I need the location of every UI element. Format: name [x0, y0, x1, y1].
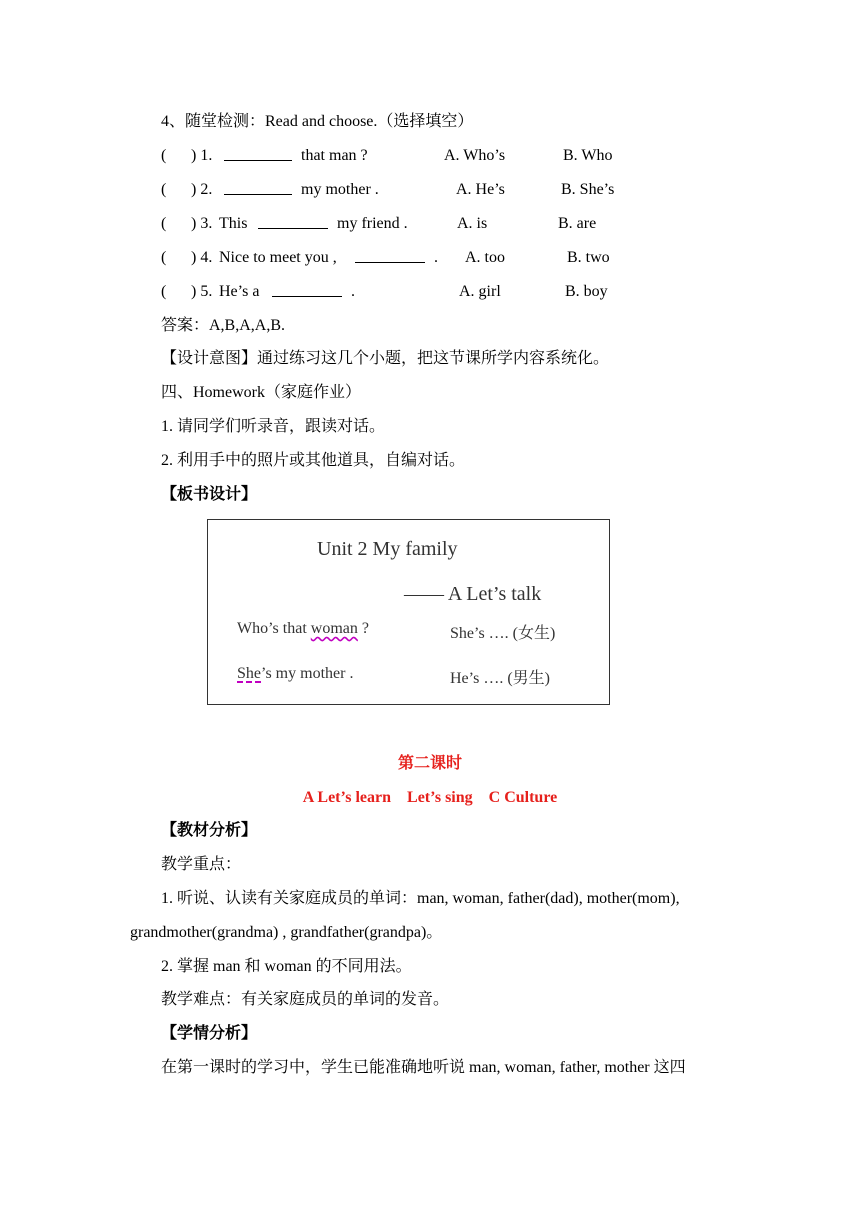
question-number: ) 1.	[191, 147, 213, 164]
option-b: B. boy	[565, 283, 608, 300]
board-subtitle: —— A Let’s talk	[404, 583, 542, 605]
option-a: A. He’s	[456, 181, 505, 198]
question-text-before: This	[219, 215, 248, 232]
board-question-prefix: Who’s that	[237, 620, 311, 637]
blackboard-design-box	[207, 519, 610, 705]
board-question-word: woman	[310, 620, 358, 637]
option-b: B. two	[567, 249, 610, 266]
question-text-after: my mother .	[301, 181, 379, 198]
section4-title: 4、随堂检测：Read and choose.（选择填空）	[161, 113, 474, 130]
question-number: ) 4.	[191, 249, 213, 266]
homework-item: 2. 利用手中的照片或其他道具，自编对话。	[161, 452, 466, 469]
question-text-before: He’s a	[219, 283, 260, 300]
answer-blank[interactable]	[224, 180, 292, 201]
answer-blank[interactable]	[224, 146, 292, 167]
question-text-after: my friend .	[337, 215, 408, 232]
learner-analysis-text: 在第一课时的学习中，学生已能准确地听说 man, woman, father, mother 这四	[161, 1059, 686, 1076]
question-number: ) 2.	[191, 181, 213, 198]
question-text-before: Nice to meet you ,	[219, 249, 337, 266]
option-b: B. She’s	[561, 181, 615, 198]
question-text-after: .	[351, 283, 355, 300]
question-number: ) 3.	[191, 215, 213, 232]
question-paren: (	[161, 215, 167, 232]
teaching-focus-item-1-cont: grandmother(grandma) , grandfather(grandpa)。	[130, 924, 443, 941]
homework-title: 四、Homework（家庭作业）	[161, 384, 361, 401]
option-a: A. too	[465, 249, 505, 266]
option-b: B. Who	[563, 147, 613, 164]
teaching-focus-item-1: 1. 听说、认读有关家庭成员的单词：man, woman, father(dad), mother(mom),	[161, 890, 680, 907]
answer-blank[interactable]	[355, 248, 425, 269]
teaching-focus-label: 教学重点：	[161, 856, 242, 873]
board-response-boys: He’s …. (男生)	[450, 670, 550, 687]
board-answer-pronoun: She	[237, 665, 261, 682]
question-paren: (	[161, 181, 167, 198]
teaching-difficulty: 教学难点：有关家庭成员的单词的发音。	[161, 991, 450, 1008]
question-paren: (	[161, 249, 167, 266]
question-paren: (	[161, 283, 167, 300]
question-text-after: that man ?	[301, 147, 368, 164]
teaching-focus-item-2: 2. 掌握 man 和 woman 的不同用法。	[161, 958, 412, 975]
board-question	[237, 620, 369, 638]
board-title: Unit 2 My family	[317, 538, 458, 560]
answer-blank[interactable]	[272, 282, 342, 303]
question-paren: (	[161, 147, 167, 164]
board-answer	[237, 665, 353, 683]
question-text-after: .	[434, 249, 438, 266]
option-a: A. girl	[459, 283, 501, 300]
homework-item: 1. 请同学们听录音，跟读对话。	[161, 418, 386, 435]
material-analysis-heading: 【教材分析】	[161, 822, 258, 839]
learner-analysis-heading: 【学情分析】	[161, 1025, 258, 1042]
board-answer-rest: ’s my mother .	[261, 665, 354, 682]
board-response-girls: She’s …. (女生)	[450, 625, 556, 642]
answer-key: 答案：A,B,A,A,B.	[161, 317, 286, 334]
answer-blank[interactable]	[258, 214, 328, 235]
board-heading: 【板书设计】	[161, 486, 258, 503]
question-number: ) 5.	[191, 283, 213, 300]
option-a: A. is	[457, 215, 488, 232]
lesson2-title: 第二课时	[397, 755, 462, 772]
option-a: A. Who’s	[444, 147, 506, 164]
lesson2-subtitle: A Let’s learn Let’s sing C Culture	[302, 789, 558, 806]
board-question-suffix: ?	[357, 620, 369, 637]
option-b: B. are	[558, 215, 597, 232]
design-intent: 【设计意图】通过练习这几个小题，把这节课所学内容系统化。	[161, 350, 610, 367]
